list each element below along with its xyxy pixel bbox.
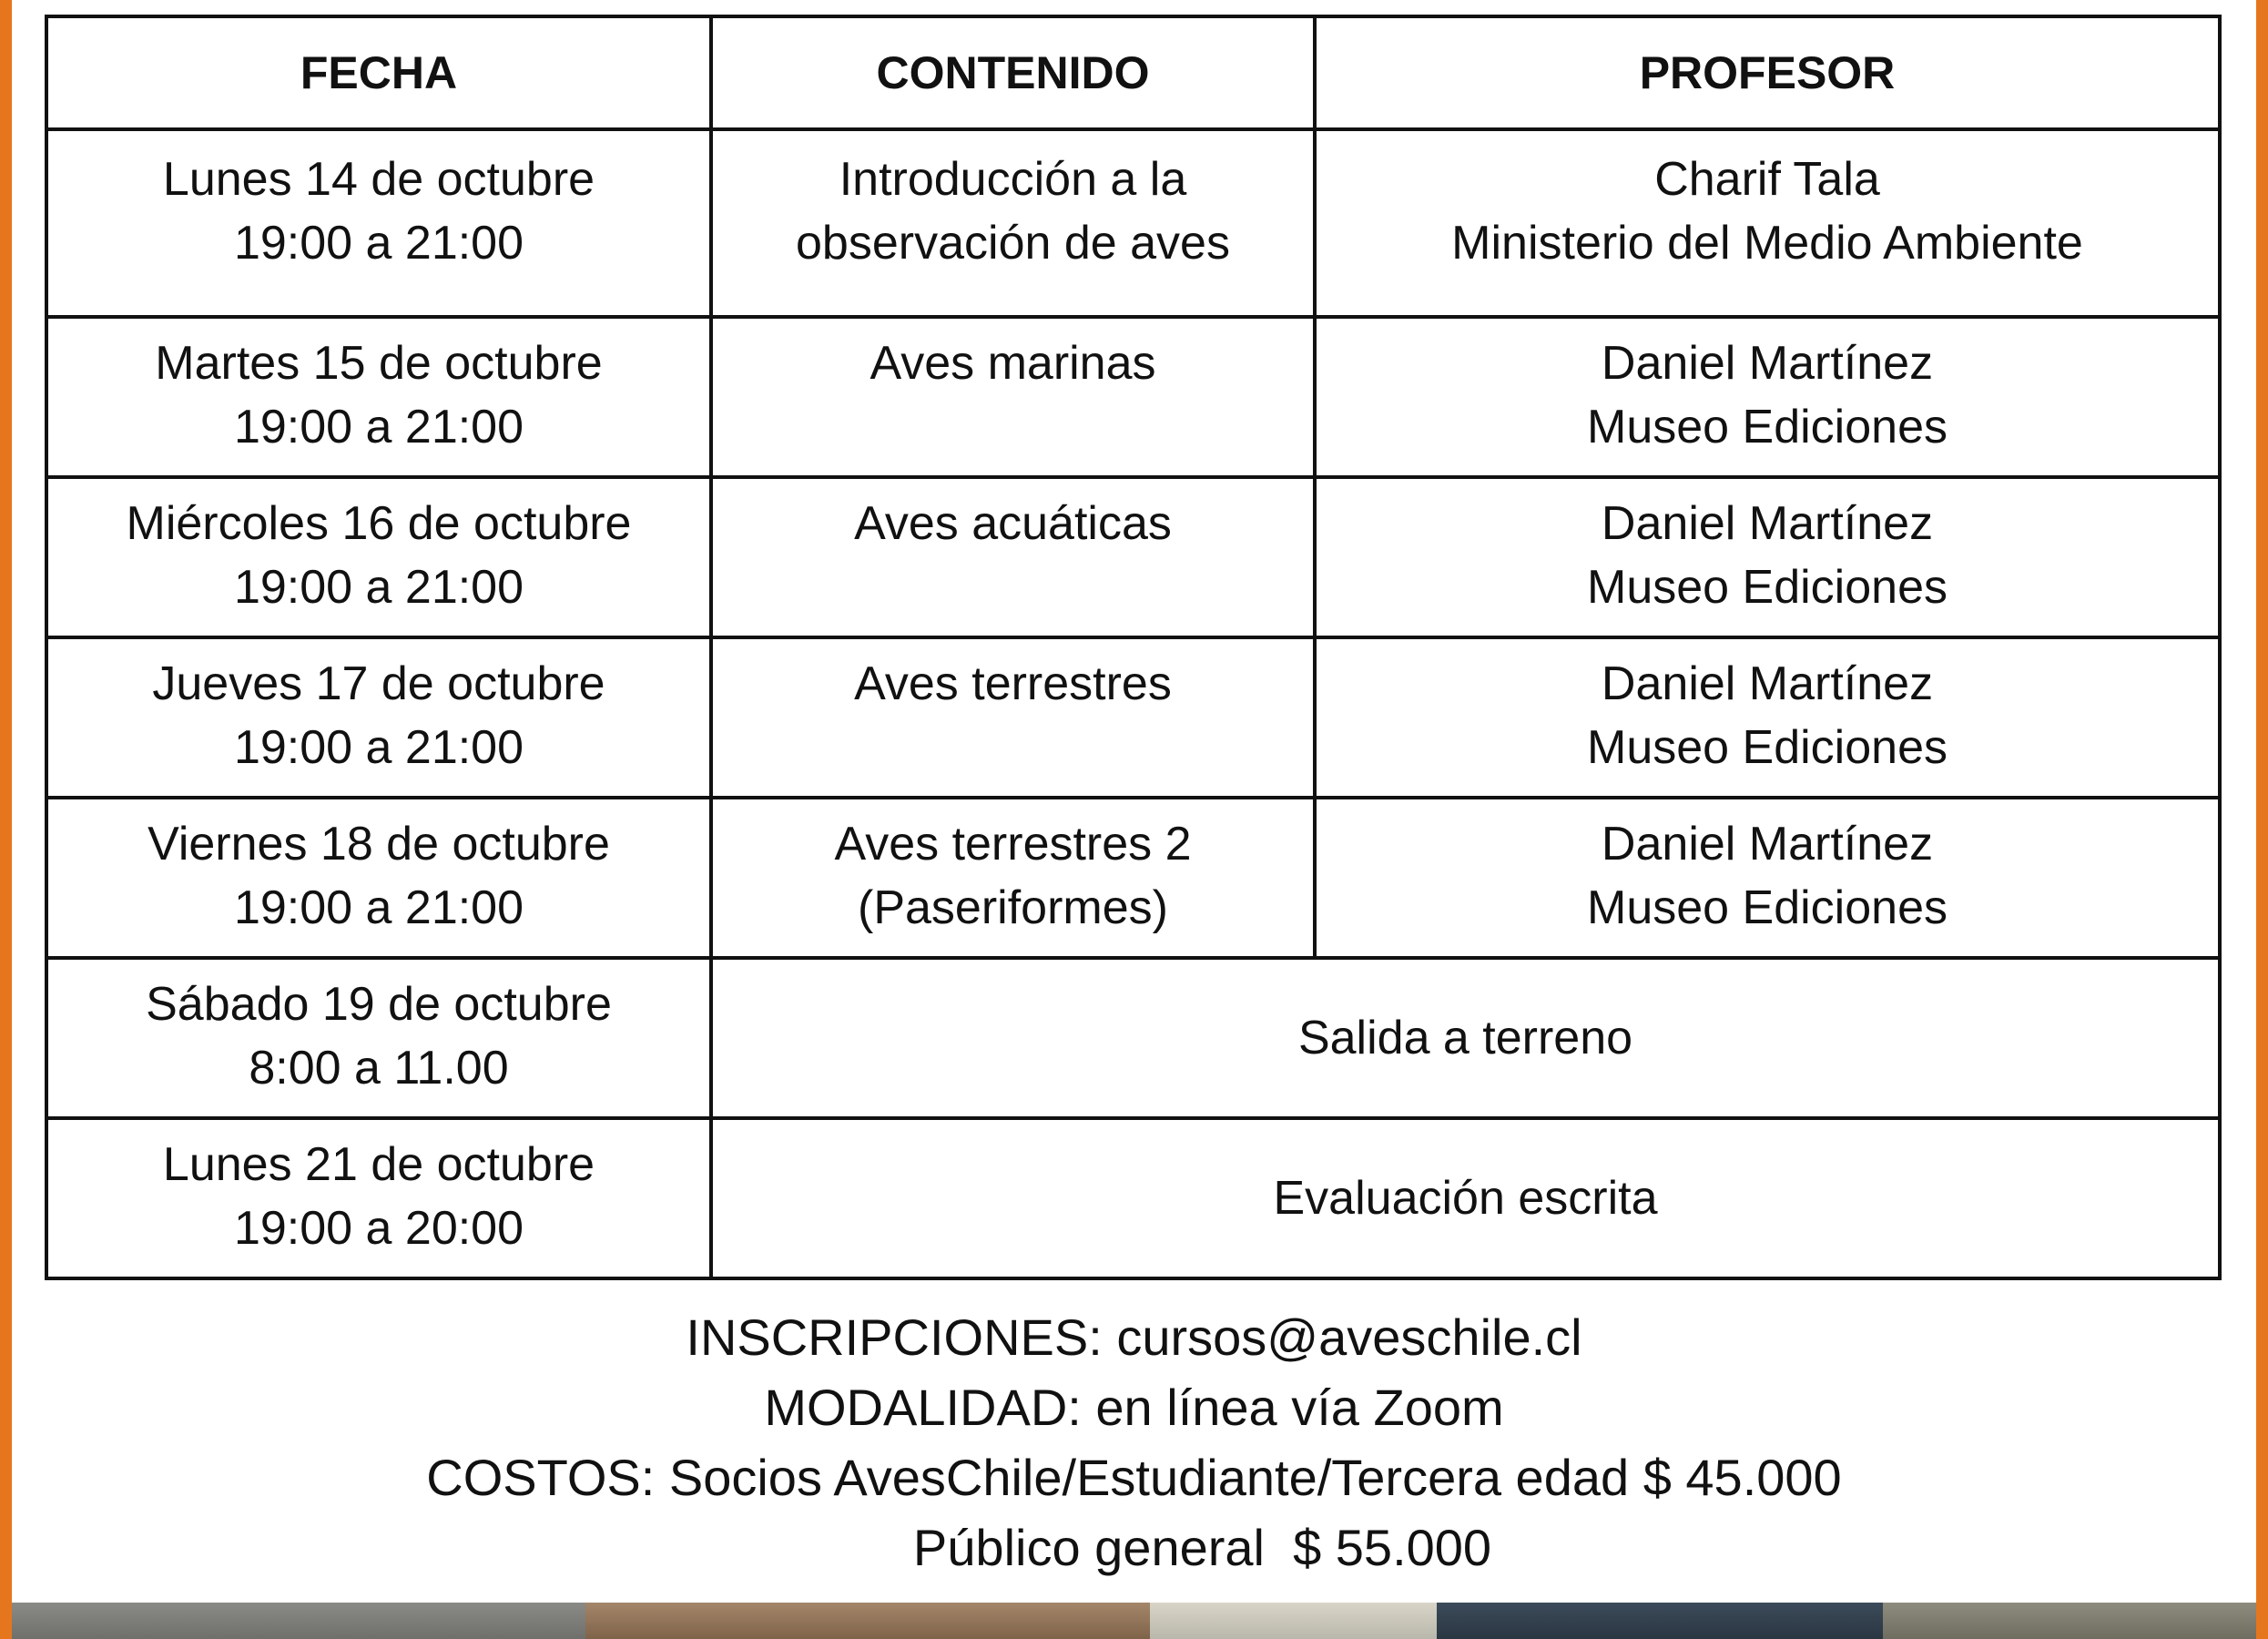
date-cell <box>46 317 711 477</box>
date-cell <box>46 637 711 798</box>
date-cell <box>46 958 711 1118</box>
date-cell <box>46 1118 711 1278</box>
modalidad-text: MODALIDAD: en línea vía Zoom <box>764 1379 1504 1436</box>
date-day: Sábado 19 de octubre <box>146 978 612 1031</box>
teacher-name: Daniel Martínez <box>1601 818 1934 870</box>
table-row <box>46 1118 2220 1278</box>
content-cell <box>711 477 1315 637</box>
date-day: Martes 15 de octubre <box>155 337 603 390</box>
teacher-affiliation: Museo Ediciones <box>1587 881 1948 934</box>
course-info <box>0 1302 2268 1583</box>
date-day: Miércoles 16 de octubre <box>126 497 632 550</box>
teacher-name: Daniel Martínez <box>1601 337 1934 390</box>
header-fecha: FECHA <box>46 16 711 129</box>
bird-photo <box>585 1603 1150 1639</box>
publico-general-text: Público general $ 55.000 <box>912 1519 1492 1576</box>
teacher-name: Charif Tala <box>1654 153 1880 206</box>
content-cell <box>711 129 1315 317</box>
merged-content-cell: Evaluación escrita <box>711 1118 2220 1278</box>
content-line: Aves marinas <box>870 337 1156 390</box>
teacher-cell <box>1315 317 2220 477</box>
date-day: Lunes 21 de octubre <box>162 1138 595 1191</box>
date-cell <box>46 477 711 637</box>
content-line: Aves terrestres <box>854 657 1172 710</box>
date-day: Viernes 18 de octubre <box>147 818 610 870</box>
costos-text: COSTOS: Socios AvesChile/Estudiante/Tercera edad $ 45.000 <box>426 1449 1842 1506</box>
merged-content-cell: Salida a terreno <box>711 958 2220 1118</box>
teacher-name: Daniel Martínez <box>1601 497 1934 550</box>
inscripciones-text: INSCRIPCIONES: cursos@aveschile.cl <box>686 1308 1582 1366</box>
header-contenido: CONTENIDO <box>711 16 1315 129</box>
bird-photo <box>12 1603 585 1639</box>
date-day: Jueves 17 de octubre <box>152 657 605 710</box>
photo-strip <box>12 1603 2256 1639</box>
content-cell <box>711 798 1315 958</box>
date-time: 19:00 a 21:00 <box>233 721 524 774</box>
teacher-affiliation: Museo Ediciones <box>1587 561 1948 614</box>
content-line: Aves acuáticas <box>854 497 1172 550</box>
teacher-cell <box>1315 637 2220 798</box>
teacher-name: Daniel Martínez <box>1601 657 1934 710</box>
teacher-cell <box>1315 798 2220 958</box>
date-time: 19:00 a 20:00 <box>233 1202 524 1255</box>
teacher-affiliation: Ministerio del Medio Ambiente <box>1451 217 2083 270</box>
table-row <box>46 958 2220 1118</box>
teacher-affiliation: Museo Ediciones <box>1587 721 1948 774</box>
date-time: 19:00 a 21:00 <box>233 881 524 934</box>
date-day: Lunes 14 de octubre <box>162 153 595 206</box>
table-row <box>46 317 2220 477</box>
teacher-cell <box>1315 129 2220 317</box>
teacher-affiliation: Museo Ediciones <box>1587 401 1948 453</box>
content-cell <box>711 317 1315 477</box>
content-cell <box>711 637 1315 798</box>
bird-photo <box>1150 1603 1437 1639</box>
date-time: 19:00 a 21:00 <box>233 401 524 453</box>
table-row <box>46 637 2220 798</box>
table-row <box>46 477 2220 637</box>
content-line: (Paseriformes) <box>858 881 1168 934</box>
bird-photo <box>1883 1603 2256 1639</box>
date-cell <box>46 798 711 958</box>
header-profesor: PROFESOR <box>1315 16 2220 129</box>
date-time: 19:00 a 21:00 <box>233 561 524 614</box>
date-time: 8:00 a 11.00 <box>249 1042 509 1094</box>
schedule-table <box>45 15 2222 1280</box>
header-row <box>46 16 2220 129</box>
teacher-cell <box>1315 477 2220 637</box>
content-line: Aves terrestres 2 <box>834 818 1192 870</box>
date-time: 19:00 a 21:00 <box>233 217 524 270</box>
table-row <box>46 798 2220 958</box>
content-line: Introducción a la <box>839 153 1187 206</box>
table-row <box>46 129 2220 317</box>
content-line: observación de aves <box>796 217 1230 270</box>
bird-photo <box>1437 1603 1883 1639</box>
date-cell <box>46 129 711 317</box>
